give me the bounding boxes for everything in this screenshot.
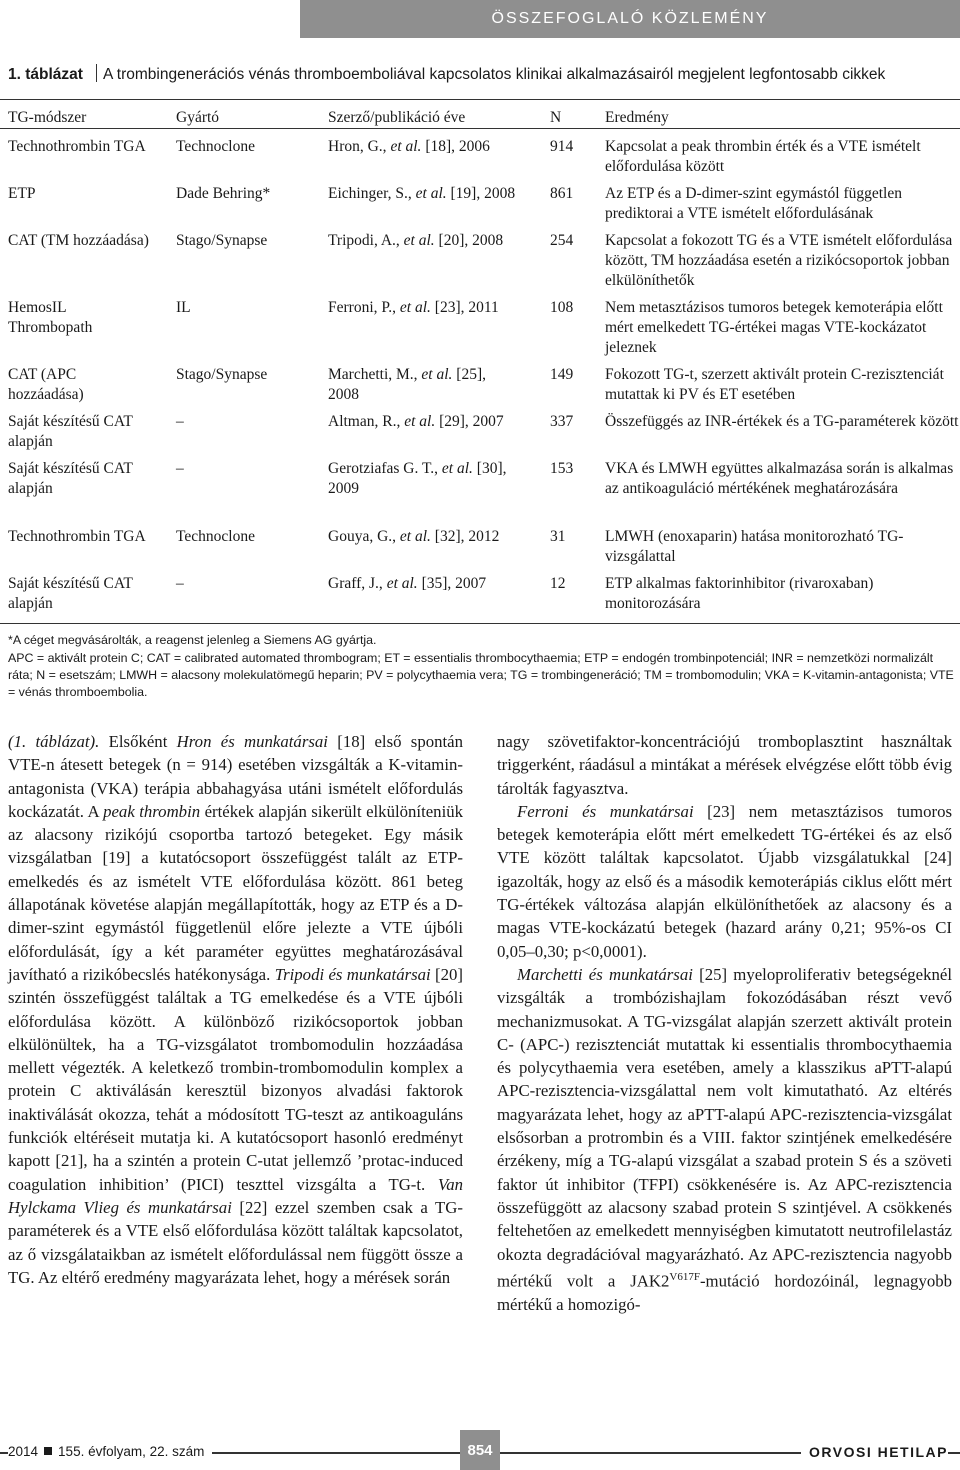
cell-result: Nem metasztázisos tumoros betegek kemoterápia előtt mért emelkedett TG-értékei magas VTE-kockázatot jeleznek <box>605 299 943 356</box>
cell-maker: Stago/Synapse <box>176 232 268 249</box>
cell-maker: – <box>176 575 184 592</box>
cell-maker: – <box>176 460 184 477</box>
page-number: 854 <box>460 1430 500 1470</box>
table-caption <box>8 64 952 84</box>
issue-info <box>8 1444 212 1459</box>
issue: 155. évfolyam, 22. szám <box>58 1444 205 1459</box>
cell-maker: Technoclone <box>176 528 255 545</box>
column-header-method: TG-módszer <box>8 109 87 126</box>
table-caption-text: A trombingenerációs vénás thromboemboliával kapcsolatos klinikai alkalmazásairól megjelent legfontosabb cikkek <box>103 66 886 83</box>
column-header-maker: Gyártó <box>176 109 220 126</box>
cell-n: 153 <box>550 460 574 477</box>
paragraph: nagy szövetifaktor-koncentrációjú tromboplasztint használtak triggerként, ráadásul a mintákat a mérések elvégzése előtt több évig tárolták fagyasztva. <box>497 732 952 798</box>
cell-method: HemosIL Thrombopath <box>8 299 93 336</box>
cell-n: 108 <box>550 299 574 316</box>
cell-method: Saját készítésű CAT alapján <box>8 460 133 497</box>
cell-n: 337 <box>550 413 574 430</box>
cell-maker: Technoclone <box>176 138 255 155</box>
page-header <box>0 0 960 38</box>
cell-author: Altman, R., et al. [29], 2007 <box>328 413 504 430</box>
cell-author: Marchetti, M., et al. [25], 2008 <box>328 366 486 403</box>
column-header-n: N <box>550 109 562 126</box>
section-title: ÖSSZEFOGLALÓ KÖZLEMÉNY <box>300 0 960 38</box>
table-caption-label: 1. táblázat <box>8 66 83 83</box>
column-header-author: Szerző/publikáció éve <box>328 109 466 126</box>
cell-author: Hron, G., et al. [18], 2006 <box>328 138 490 155</box>
cell-maker: – <box>176 413 184 430</box>
journal-name: ORVOSI HETILAP <box>801 1444 948 1460</box>
cell-author: Gouya, G., et al. [32], 2012 <box>328 528 500 545</box>
cell-result: Fokozott TG-t, szerzett aktivált protein C-rezisztenciát mutattak ki PV és ET esetében <box>605 366 944 403</box>
cell-method: Technothrombin TGA <box>8 138 146 155</box>
cell-result: VKA és LMWH együttes alkalmazása során is alkalmas az antikoaguláció mértékének meghatározására <box>605 460 954 497</box>
cell-author: Gerotziafas G. T., et al. [30], 2009 <box>328 460 507 497</box>
body-left-column <box>8 730 463 1289</box>
cell-n: 31 <box>550 528 566 545</box>
cell-result: Kapcsolat a fokozott TG és a VTE ismételt előfordulása között, TM hozzáadása esetén a rizikócsoportok jobban elkülöníthetők <box>605 232 953 289</box>
cell-n: 861 <box>550 185 574 202</box>
paragraph: Ferroni és munkatársai [23] nem metasztázisos tumoros betegek kemoterápia előtt mért emelkedett TG-értékei és az első VTE között találtak kapcsolatot. Újabb vizsgálatukkal [24] igazolták, hogy az első és a második kemoterápiás ciklus előtt mért TG-értékek változása alapján elkülöníthetőek az alacsony és a magas VTE-kockázatú betegek (hazard arány 0,21; 95%-os CI 0,05–0,30; p<0,0001). <box>497 801 953 961</box>
cell-n: 254 <box>550 232 574 249</box>
cell-method: Saját készítésű CAT alapján <box>8 575 133 612</box>
cell-maker: Stago/Synapse <box>176 366 268 383</box>
cell-result: Kapcsolat a peak thrombin érték és a VTE ismételt előfordulása között <box>605 138 921 175</box>
cell-method: CAT (APC hozzáadása) <box>8 366 84 403</box>
cell-n: 914 <box>550 138 574 155</box>
paragraph: (1. táblázat). Elsőként Hron és munkatársai [18] első spontán VTE-n átesett betegek (n = 914) esetében vizsgálták a K-vitamin-antagonista (VKA) terápia abbahagyása utáni ismételt előfordulás kockázatát. A peak thrombin értékek alapján sikerült elkülöníteniük az alacsony rizikójú csoportba tartozó betegeket. Egy másik vizsgálatban [19] a kutatócsoport összefüggést talált az ETP-emelkedés és az ismételt VTE előfordulása között. 861 beteg állapotának követése alapján megállapították, hogy az ETP és a D-dimer-szint egymástól függetlenül előre jelezte a VTE újbóli előfordulását, így a két paraméter együttes meghatározásával javítható a rizikóbecslés hatékonysága. Tripodi és munkatársai [20] szintén összefüggést találtak a TG emelkedése és a VTE újbóli előfordulása között. A különböző rizikócsoportok jobban elkülönültek, ha a TG-vizsgálatot trombomodulin hozzáadása mellett végezték. A keletkező trombin-trombomodulin komplex a protein C aktiválásán keresztül bizonyos alvadási faktorok inaktiválását okozza, tehát a módosított TG-teszt az antikoaguláns funkciók eltéréseit mutatja ki. A kutatócsoport hasonló eredményt kapott [21], ha a szintén a protein C-utat jellemző ’protac-induced coagulation inhibition’ (PICI) teszttel vizsgálta a TG-t. Van Hylckama Vlieg és munkatársai [22] ezzel szemben csak a TG-paraméterek és a VTE első előfordulása között találtak kapcsolatot, az ő vizsgálataikban az ismételt előfordulással nem függött össze a TG. Az eltérő eredmény magyarázata lehet, hogy a mérések során <box>8 732 464 1287</box>
body-right-column <box>497 730 952 1316</box>
table-header-rule <box>0 128 960 129</box>
cell-maker: Dade Behring* <box>176 185 271 202</box>
cell-result: LMWH (enoxaparin) hatása monitorozható TG-vizsgálattal <box>605 528 904 565</box>
cell-result: ETP alkalmas faktorinhibitor (rivaroxaban) monitorozására <box>605 575 874 612</box>
cell-method: Saját készítésű CAT alapján <box>8 413 133 450</box>
table-footnote: *A céget megvásárolták, a reagenst jelenleg a Siemens AG gyártja. <box>8 633 377 647</box>
column-header-result: Eredmény <box>605 109 669 126</box>
cell-author: Graff, J., et al. [35], 2007 <box>328 575 487 592</box>
year: 2014 <box>8 1444 39 1459</box>
table-bottom-rule <box>0 623 960 624</box>
cell-method: CAT (TM hozzáadása) <box>8 232 149 249</box>
cell-author: Ferroni, P., et al. [23], 2011 <box>328 299 499 316</box>
cell-n: 149 <box>550 366 574 383</box>
cell-result: Összefüggés az INR-értékek és a TG-paraméterek között <box>605 413 959 430</box>
caption-divider <box>96 64 97 82</box>
abbreviations-footnote: APC = aktivált protein C; CAT = calibrated automated thrombogram; ET = essentialis thrombocythaemia; ETP = endogén trombinpotenciál; INR = nemzetközi normalizált ráta; N = esetszám; LMWH = alacsony molekulatömegű heparin; PV = polycythaemia vera; TG = trombingeneráció; TM = trombomodulin; VKA = K-vitamin-antagonista; VTE = vénás thromboembolia. <box>8 651 954 699</box>
cell-method: Technothrombin TGA <box>8 528 146 545</box>
cell-author: Tripodi, A., et al. [20], 2008 <box>328 232 504 249</box>
table-top-rule <box>0 99 960 100</box>
paragraph: Marchetti és munkatársai [25] myeloproliferativ betegségeknél vizsgálták a trombózishajlam fokozódásában részt vevő mechanizmusokat. A TG-vizsgálat alapján szerzett aktivált protein C- (APC-) rezisztenciát mutattak ki essentialis thrombocythaemia és polycythaemia vera esetében, amely a klasszikus aPTT-alapú APC-rezisztencia-vizsgálattal nem volt kimutatható. Az eltérés magyarázata lehet, hogy az aPTT-alapú APC-rezisztencia-vizsgálat elsősorban a protrombin és a VIII. faktor szintjének emelkedésére érzékeny, míg a TG-alapú vizsgálat a szabad protein S és a szöveti faktor út inhibitor (TFPI) csökkenésére is. Az APC-rezisztencia összefüggött az alacsony szabad protein S szintjével. A csökkenés feltehetően az emelkedett mennyiségben kimutatott neutrofilelastáz okozta degradációval magyarázható. Az APC-rezisztencia nagyobb mértékű volt a $JAK2^{V617F}$-mutáció hordozóinál, legnagyobb mértékű a homozigó- <box>497 964 953 1314</box>
cell-result: Az ETP és a D-dimer-szint egymástól független prediktorai a VTE ismételt előfordulásának <box>605 185 902 222</box>
cell-n: 12 <box>550 575 566 592</box>
square-bullet-icon <box>44 1447 52 1455</box>
cell-author: Eichinger, S., et al. [19], 2008 <box>328 185 516 202</box>
cell-maker: IL <box>176 299 191 316</box>
cell-method: ETP <box>8 185 36 202</box>
